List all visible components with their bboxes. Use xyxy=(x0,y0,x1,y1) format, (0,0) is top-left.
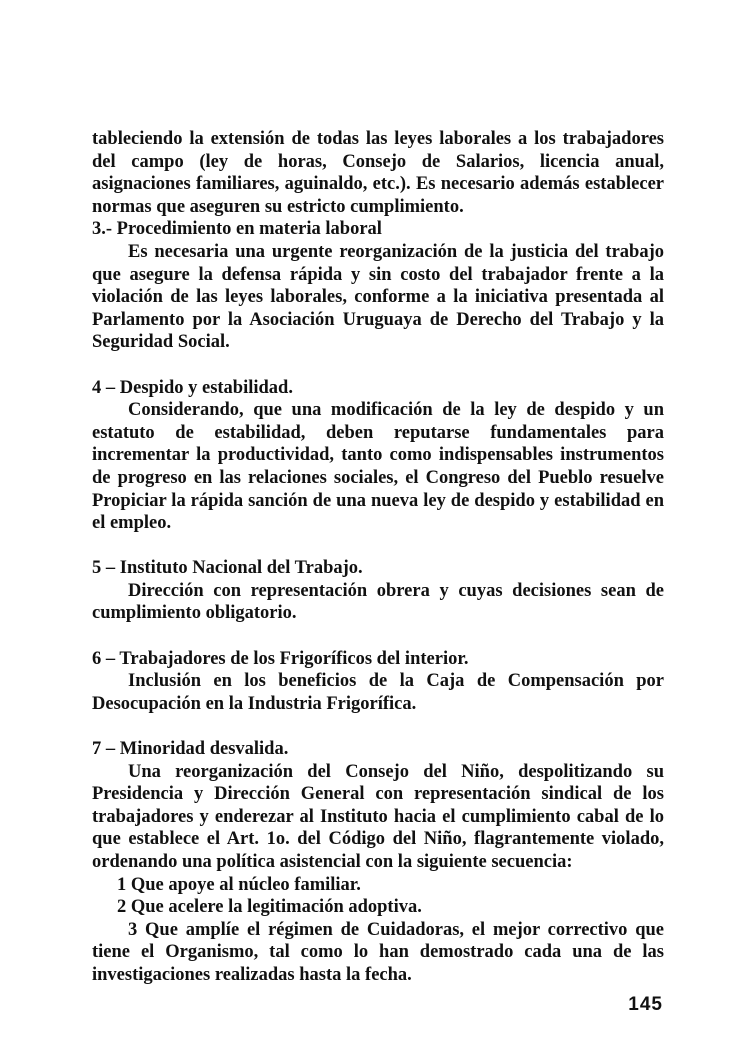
section-7-closing: 3 Que amplíe el régimen de Cuidadoras, el mejor correctivo que tiene el Organismo, tal como lo han demostrado cada una de las investigaciones realizadas hasta la fecha. xyxy=(92,919,664,985)
list-item: 2 Que acelere la legitimación adoptiva. xyxy=(117,897,422,918)
list-item: 1 Que apoye al núcleo familiar. xyxy=(117,874,361,895)
spacer xyxy=(92,535,664,558)
section-6-heading: 6 – Trabajadores de los Frigoríficos del interior. xyxy=(92,648,469,669)
spacer xyxy=(92,715,664,738)
section-4-heading: 4 – Despido y estabilidad. xyxy=(92,377,293,398)
section-3-heading: 3.- Procedimiento en materia laboral xyxy=(92,219,382,240)
spacer xyxy=(92,625,664,648)
section-7-heading: 7 – Minoridad desvalida. xyxy=(92,739,289,760)
section-4-body: Considerando, que una modificación de la ley de despido y un estatuto de estabilidad, deben reputarse fundamentales para incrementar la productividad, tanto como indispensables instrumentos de progreso en las relaciones sociales, el Congreso del Pueblo resuelve Propiciar la rápida sanción de una nueva ley de despido y estabilidad en el empleo. xyxy=(92,400,664,534)
section-7-body: Una reorganización del Consejo del Niño, despolitizando su Presidencia y Dirección General con representación sindical de los trabajadores y enderezar al Instituto hacia el cumplimiento cabal de lo que establece el Art. 1o. del Código del Niño, flagrantemente violado, ordenando una política asistencial con la siguiente secuencia: xyxy=(92,761,664,872)
page-number: 145 xyxy=(628,994,663,1015)
section-5-heading: 5 – Instituto Nacional del Trabajo. xyxy=(92,558,363,579)
text-column xyxy=(92,128,664,987)
intro-paragraph: tableciendo la extensión de todas las leyes laborales a los trabajadores del campo (ley de horas, Consejo de Salarios, licencia anual, asignaciones familiares, aguinaldo, etc.). Es necesario además establecer normas que aseguren su estricto cumplimiento. xyxy=(92,129,664,217)
section-6-body: Inclusión en los beneficios de la Caja de Compensación por Desocupación en la Industria Frigorífica. xyxy=(92,671,664,714)
section-3-body: Es necesaria una urgente reorganización de la justicia del trabajo que asegure la defensa rápida y sin costo del trabajador frente a la violación de las leyes laborales, conforme a la iniciativa presentada al Parlamento por la Asociación Uruguaya de Derecho del Trabajo y la Seguridad Social. xyxy=(92,241,664,353)
section-5-body: Dirección con representación obrera y cuyas decisiones sean de cumplimiento obligatorio. xyxy=(92,580,664,624)
spacer xyxy=(92,354,664,377)
